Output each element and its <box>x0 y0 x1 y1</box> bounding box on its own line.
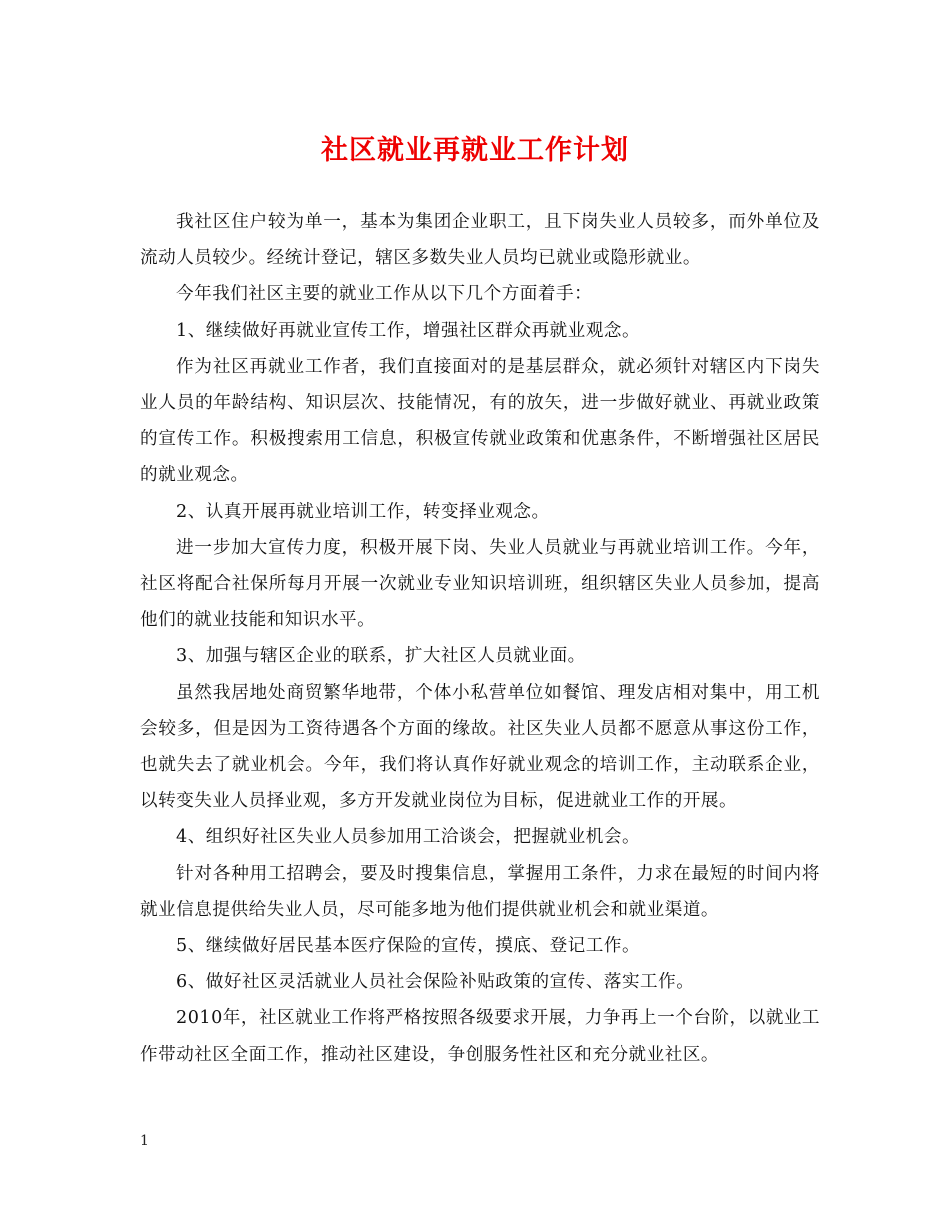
section-heading: 1、继续做好再就业宣传工作，增强社区群众再就业观念。 <box>176 320 641 341</box>
section-heading: 6、做好社区灵活就业人员社会保险补贴政策的宣传、落实工作。 <box>176 972 695 993</box>
paragraph: 作为社区再就业工作者，我们直接面对的是基层群众，就必须针对辖区内下岗失业人员的年龄结构、知识层次、技能情况，有的放矢，进一步做好就业、再就业政策的宣传工作。积极搜索用工信息，积极宣传就业政策和优惠条件，不断增强社区居民的就业观念。 <box>140 356 820 486</box>
paragraph: 2010年，社区就业工作将严格按照各级要求开展，力争再上一个台阶，以就业工作带动社区全面工作，推动社区建设，争创服务性社区和充分就业社区。 <box>140 1008 820 1065</box>
page-number: 1 <box>140 1133 149 1149</box>
document-title: 社区就业再就业工作计划 <box>321 135 629 166</box>
paragraph: 我社区住户较为单一，基本为集团企业职工，且下岗失业人员较多，而外单位及流动人员较少。经统计登记，辖区多数失业人员均已就业或隐形就业。 <box>140 212 820 269</box>
paragraph: 针对各种用工招聘会，要及时搜集信息，掌握用工条件，力求在最短的时间内将就业信息提供给失业人员，尽可能多地为他们提供就业机会和就业渠道。 <box>140 863 820 920</box>
section-heading: 4、组织好社区失业人员参加用工洽谈会，把握就业机会。 <box>176 827 641 848</box>
section-heading: 5、继续做好居民基本医疗保险的宣传，摸底、登记工作。 <box>176 936 641 957</box>
paragraph: 今年我们社区主要的就业工作从以下几个方面着手： <box>176 284 593 305</box>
section-heading: 3、加强与辖区企业的联系，扩大社区人员就业面。 <box>176 646 586 667</box>
section-heading: 2、认真开展再就业培训工作，转变择业观念。 <box>176 501 550 522</box>
paragraph: 进一步加大宣传力度，积极开展下岗、失业人员就业与再就业培训工作。今年，社区将配合社保所每月开展一次就业专业知识培训班，组织辖区失业人员参加，提高他们的就业技能和知识水平。 <box>140 537 820 631</box>
paragraph: 虽然我居地处商贸繁华地带，个体小私营单位如餐馆、理发店相对集中，用工机会较多，但是因为工资待遇各个方面的缘故。社区失业人员都不愿意从事这份工作，也就失去了就业机会。今年，我们将认真作好就业观念的培训工作，主动联系企业，以转变失业人员择业观，多方开发就业岗位为目标，促进就业工作的开展。 <box>140 682 820 812</box>
document-body <box>140 204 820 1073</box>
